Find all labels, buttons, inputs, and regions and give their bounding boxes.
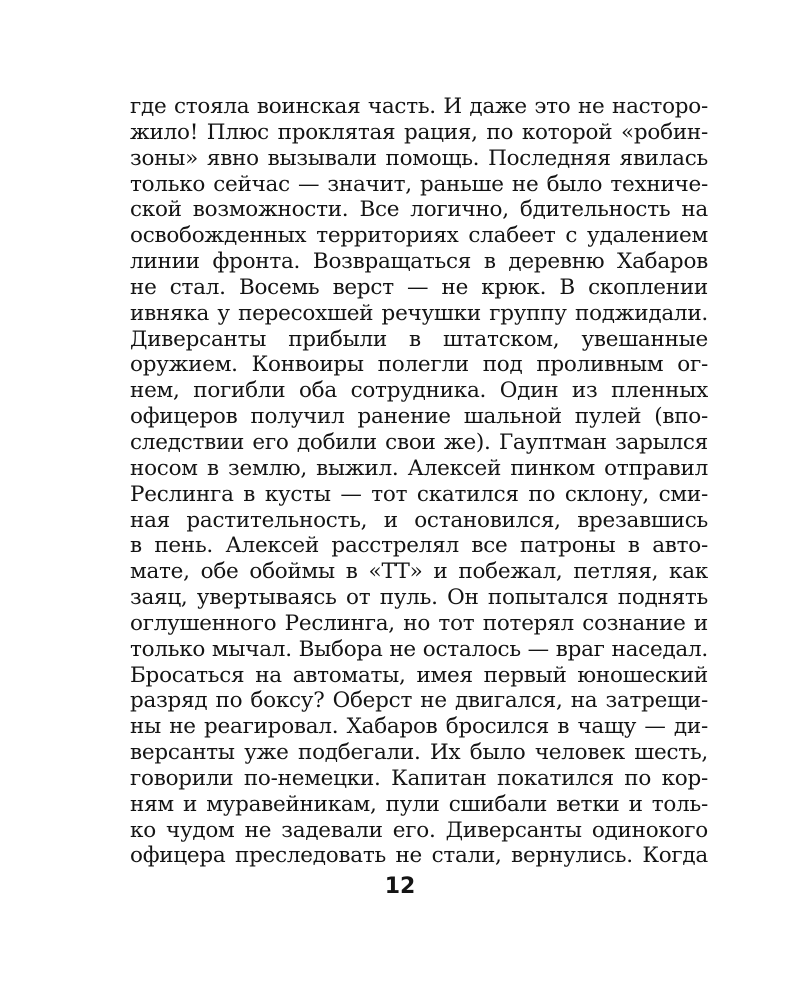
- text-line: говорили по-немецки. Капитан покатился по кор-: [130, 765, 708, 791]
- text-line: жило! Плюс проклятая рация, по которой «робин-: [130, 119, 708, 145]
- text-line: оружием. Конвоиры полегли под проливным ог-: [130, 352, 708, 378]
- text-line: зоны» явно вызывали помощь. Последняя явилась: [130, 145, 708, 171]
- text-line: только мычал. Выбора не осталось — враг наседал.: [130, 636, 708, 662]
- text-line: ны не реагировал. Хабаров бросился в чащу — ди-: [130, 714, 708, 740]
- text-line: офицеров получил ранение шальной пулей (впо-: [130, 404, 708, 430]
- text-line: заяц, увертываясь от пуль. Он попытался поднять: [130, 585, 708, 611]
- text-line: в пень. Алексей расстрелял все патроны в авто-: [130, 533, 708, 559]
- text-line: следствии его добили свои же). Гауптман зарылся: [130, 429, 708, 455]
- text-line: освобожденных территориях слабеет с удалением: [130, 223, 708, 249]
- text-line: офицера преследовать не стали, вернулись. Когда: [130, 843, 708, 869]
- text-line: ная растительность, и остановился, врезавшись: [130, 507, 708, 533]
- body-text: [130, 94, 708, 869]
- text-line: не стал. Восемь верст — не крюк. В скоплении: [130, 274, 708, 300]
- text-line: разряд по боксу? Оберст не двигался, на затрещи-: [130, 688, 708, 714]
- text-line: Бросаться на автоматы, имея первый юношеский: [130, 662, 708, 688]
- text-line: линии фронта. Возвращаться в деревню Хабаров: [130, 249, 708, 275]
- page-number: 12: [384, 874, 416, 899]
- text-line: где стояла воинская часть. И даже это не насторо-: [130, 94, 708, 119]
- text-line: версанты уже подбегали. Их было человек шесть,: [130, 740, 708, 766]
- text-line: нем, погибли оба сотрудника. Один из пленных: [130, 378, 708, 404]
- text-line: мате, обе обоймы в «ТТ» и побежал, петляя, как: [130, 559, 708, 585]
- text-line: ко чудом не задевали его. Диверсанты одинокого: [130, 817, 708, 843]
- text-line: Реслинга в кусты — тот скатился по склону, сми-: [130, 481, 708, 507]
- text-line: оглушенного Реслинга, но тот потерял сознание и: [130, 610, 708, 636]
- text-line: Диверсанты прибыли в штатском, увешанные: [130, 326, 708, 352]
- text-line: ивняка у пересохшей речушки группу поджидали.: [130, 300, 708, 326]
- text-line: ням и муравейникам, пули сшибали ветки и толь-: [130, 791, 708, 817]
- text-line: только сейчас — значит, раньше не было техниче-: [130, 171, 708, 197]
- text-line: носом в землю, выжил. Алексей пинком отправил: [130, 455, 708, 481]
- text-line: ской возможности. Все логично, бдительность на: [130, 197, 708, 223]
